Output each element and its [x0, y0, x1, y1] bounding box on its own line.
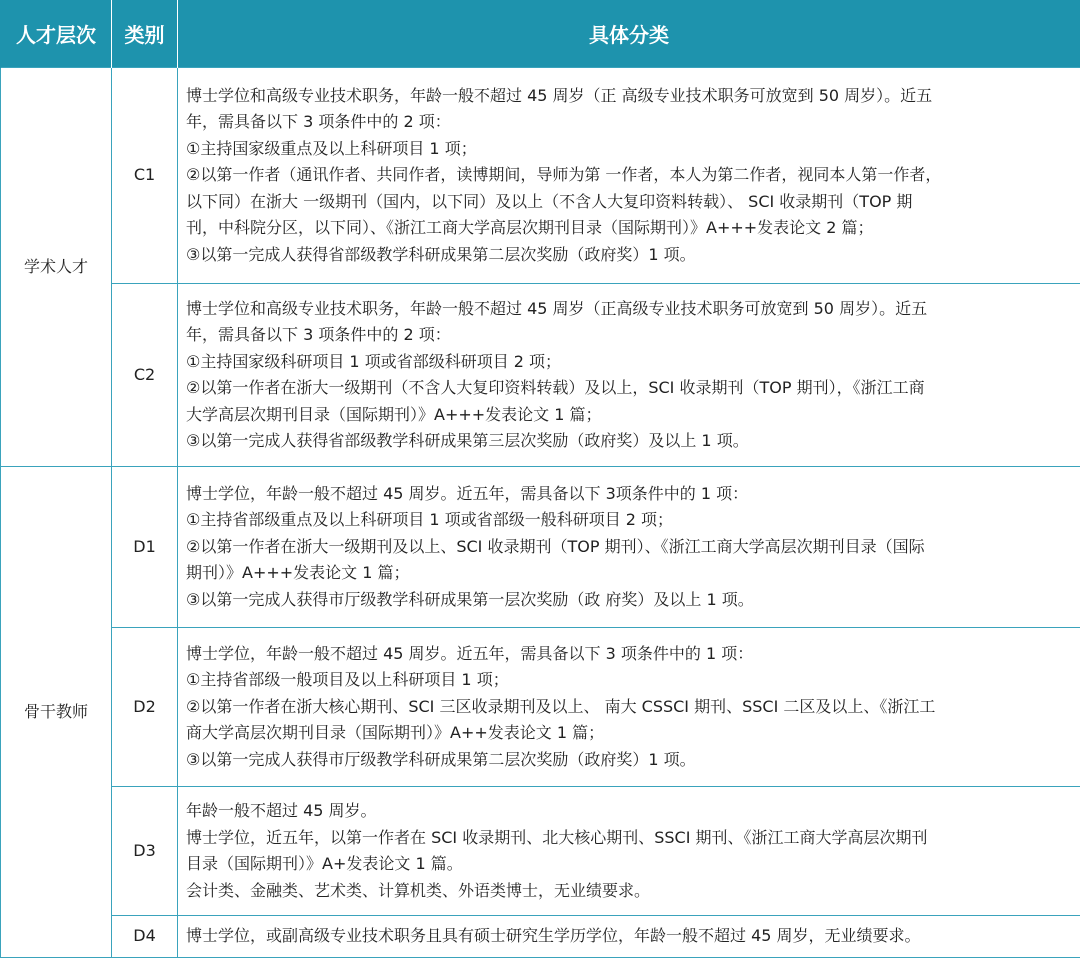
header-detail: 具体分类 [178, 0, 1080, 68]
category-cell-d1: D1 [112, 467, 178, 628]
detail-line: ③以第一完成人获得市厅级教学科研成果第一层次奖励（政 府奖）及以上 1 项。 [186, 589, 754, 609]
detail-line: ③以第一完成人获得市厅级教学科研成果第二层次奖励（政府奖）1 项。 [186, 749, 696, 769]
category-cell-d3: D3 [112, 787, 178, 916]
detail-line: ①主持省部级一般项目及以上科研项目 1 项； [186, 670, 509, 690]
detail-line: 会计类、金融类、艺术类、计算机类、外语类博士，无业绩要求。 [186, 880, 651, 900]
detail-line: 以下同）在浙大 一级期刊（国内，以下同）及以上（不含人大复印资料转载）、 SCI 收录期刊（TOP 期 [186, 191, 913, 211]
detail-line: ①主持国家级重点及以上科研项目 1 项； [186, 138, 477, 158]
detail-cell-c1 [178, 68, 1080, 284]
table-body [1, 68, 1080, 958]
detail-cell-d3 [178, 787, 1080, 916]
detail-line: 年，需具备以下 3 项条件中的 2 项： [186, 112, 451, 132]
detail-line: 期刊）》A+++发表论文 1 篇； [186, 563, 410, 583]
detail-line: 博士学位，或副高级专业技术职务且具有硕士研究生学历学位，年龄一般不超过 45 周岁，无业绩要求。 [186, 926, 921, 946]
level-cell-backbone: 骨干教师 [1, 467, 112, 958]
category-cell-c1: C1 [112, 68, 178, 284]
detail-line: ①主持省部级重点及以上科研项目 1 项或省部级一般科研项目 2 项； [186, 510, 674, 530]
header-row [1, 0, 1080, 68]
detail-line: ②以第一作者（通讯作者、共同作者，读博期间，导师为第 一作者，本人为第二作者，视同本人第一作者， [186, 165, 942, 185]
detail-cell-d1 [178, 467, 1080, 628]
table-header [1, 0, 1080, 68]
detail-line: ①主持国家级科研项目 1 项或省部级科研项目 2 项； [186, 351, 562, 371]
detail-cell-d2 [178, 628, 1080, 787]
detail-cell-d4 [178, 916, 1080, 958]
level-cell-academic: 学术人才 [1, 68, 112, 467]
detail-cell-c2 [178, 284, 1080, 467]
table-row [1, 787, 1080, 916]
header-category: 类别 [112, 0, 178, 68]
detail-line: 年，需具备以下 3 项条件中的 2 项： [186, 325, 451, 344]
detail-line: 博士学位，年龄一般不超过 45 周岁。近五年，需具备以下 3 项条件中的 1 项： [186, 643, 754, 663]
detail-line: 博士学位，近五年，以第一作者在 SCI 收录期刊、北大核心期刊、SSCI 期刊、《浙江工商大学高层次期刊 [186, 827, 928, 847]
detail-line: 博士学位和高级专业技术职务，年龄一般不超过 45 周岁（正 高级专业技术职务可放宽到 50 周岁）。近五 [186, 85, 933, 105]
detail-line: 博士学位和高级专业技术职务，年龄一般不超过 45 周岁（正高级专业技术职务可放宽到 50 周岁）。近五 [186, 298, 928, 318]
detail-line: 大学高层次期刊目录（国际期刊）》A+++发表论文 1 篇； [186, 404, 602, 424]
detail-line: 商大学高层次期刊目录（国际期刊）》A++发表论文 1 篇； [186, 723, 605, 743]
detail-line: 博士学位，年龄一般不超过 45 周岁。近五年，需具备以下 3项条件中的 1 项： [186, 483, 749, 503]
detail-line: 刊，中科院分区，以下同）、《浙江工商大学高层次期刊目录（国际期刊）》A+++发表论文 2 篇； [186, 218, 874, 238]
table-row [1, 467, 1080, 628]
table-row [1, 68, 1080, 284]
detail-line: ②以第一作者在浙大核心期刊、SCI 三区收录期刊及以上、 南大 CSSCI 期刊、SSCI 二区及以上、《浙江工 [186, 696, 936, 716]
category-cell-d4: D4 [112, 916, 178, 958]
detail-line: 年龄一般不超过 45 周岁。 [186, 801, 377, 820]
detail-line: ②以第一作者在浙大一级期刊（不含人大复印资料转载）及以上，SCI 收录期刊（TOP 期刊），《浙江工商 [186, 378, 925, 397]
detail-line: ③以第一完成人获得省部级教学科研成果第三层次奖励（政府奖）及以上 1 项。 [186, 431, 749, 450]
table-row [1, 916, 1080, 958]
detail-line: 目录（国际期刊）》A+发表论文 1 篇。 [186, 854, 463, 873]
header-level: 人才层次 [1, 0, 112, 68]
detail-line: ③以第一完成人获得省部级教学科研成果第二层次奖励（政府奖）1 项。 [186, 244, 696, 264]
category-cell-d2: D2 [112, 628, 178, 787]
table-row [1, 628, 1080, 787]
category-cell-c2: C2 [112, 284, 178, 467]
detail-line: ②以第一作者在浙大一级期刊及以上、SCI 收录期刊（TOP 期刊）、《浙江工商大学高层次期刊目录（国际 [186, 536, 925, 556]
table-row [1, 284, 1080, 467]
